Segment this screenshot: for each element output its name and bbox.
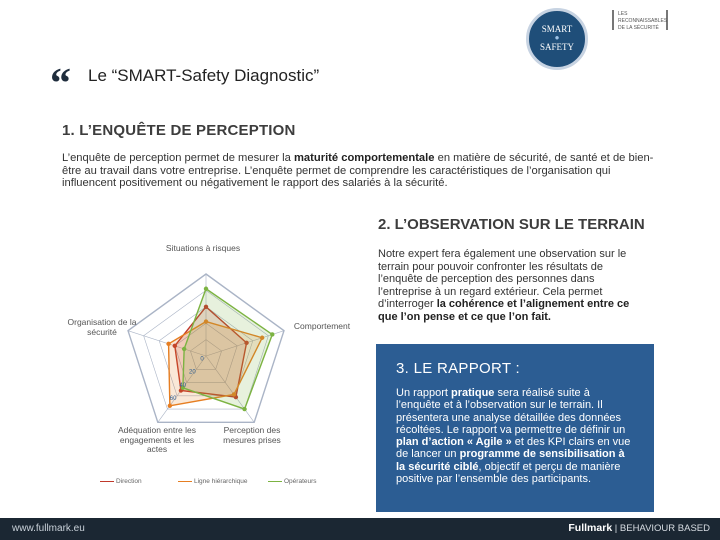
report-box xyxy=(376,344,654,512)
radar-chart xyxy=(62,236,362,496)
footer-brand xyxy=(568,522,710,534)
section2-heading: 2. L’OBSERVATION SUR LE TERRAIN xyxy=(378,216,645,233)
section1-text-part: en matière de sécurité, de santé et de bien-être au travail dans votre entreprise. L’enquête permet de comprendre les caractéristiques de l’organisation qui influencent positivement ou négativement le rapport des salariés à la sécurité. xyxy=(62,152,654,190)
footer-bar xyxy=(0,518,720,540)
footer-url[interactable]: www.fullmark.eu xyxy=(12,523,85,534)
legend-swatch xyxy=(100,481,114,483)
footer-brand-tagline: | BEHAVIOUR BASED xyxy=(612,523,710,534)
radar-scale-label: 60 xyxy=(169,396,177,403)
legend-label: Ligne hiérarchique xyxy=(194,478,248,485)
logo-text-safety: SAFETY xyxy=(539,42,574,52)
radar-point-op-rateurs xyxy=(270,332,274,336)
radar-scale-label: 40 xyxy=(179,382,187,389)
section2-text-bold: la cohérence et l’alignement entre ce que l’on pense et ce que l’on fait. xyxy=(378,298,630,323)
section2-text xyxy=(378,248,650,324)
axis-label-comportement: Comportement xyxy=(293,321,351,331)
section1-text-part: L’enquête de perception permet de mesurer la xyxy=(62,152,294,164)
logo-dot: ● xyxy=(554,33,560,42)
legend-label: Opérateurs xyxy=(284,478,317,485)
section3-text-part: , objectif et perçu de manière positive par l’ensemble des participants. xyxy=(396,460,621,486)
chart-legend xyxy=(100,478,340,490)
section3-heading: 3. LE RAPPORT : xyxy=(396,360,520,377)
legend-operateurs xyxy=(268,478,317,485)
legend-swatch xyxy=(268,481,282,483)
section1-text-bold: maturité comportementale xyxy=(293,152,435,164)
radar-series-op-rateurs xyxy=(183,289,272,409)
axis-label-situations: Situations à risques xyxy=(165,243,241,253)
legend-ligne-hierarchique xyxy=(178,478,247,485)
radar-point-ligne-hi-rarchique xyxy=(168,404,172,408)
section3-text-part: et des KPI clairs en vue de lancer un xyxy=(396,436,631,461)
radar-scale-label: 0 xyxy=(200,356,204,363)
axis-label-perception: Perception des mesures prises xyxy=(223,425,281,445)
section3-text-part: sera réalisé suite à l’enquête et à l’observation sur le terrain. Il présentera une analyse détaillée des données récoltées. Le rapport va permettre de définir un xyxy=(396,387,626,436)
quote-icon: “ xyxy=(50,61,71,107)
section3-bold: programme de sensibilisation à la sécurité ciblé xyxy=(396,448,625,473)
axis-label-adequation: Adéquation entre les engagements et les actes xyxy=(118,425,196,454)
section2-text-part: Notre expert fera également une observation sur le terrain pour pouvoir confronter les résultats de l’enquête de perception des personnes dans l’entreprise à un regard extérieur. Cela permet d’interroger xyxy=(378,248,627,311)
footer-brand-name: Fullmark xyxy=(568,522,613,534)
legend-swatch xyxy=(178,481,192,483)
radar-point-op-rateurs xyxy=(242,407,246,411)
logo-text-smart: SMART xyxy=(541,24,573,34)
legend-label: Direction xyxy=(116,478,142,485)
section3-text-part: Un rapport xyxy=(396,387,452,399)
radar-scale-label: 20 xyxy=(189,369,196,376)
section3-bold: plan d’action « Agile » xyxy=(396,436,512,449)
slide-title: Le “SMART-Safety Diagnostic” xyxy=(88,66,320,85)
radar-chart-svg xyxy=(62,236,362,496)
axis-label-organisation: Organisation de la sécurité xyxy=(67,317,137,337)
radar-point-op-rateurs xyxy=(182,347,186,351)
section3-text xyxy=(396,387,636,485)
brand-tagline: LES RECONNAISSABLES DE LA SÉCURITÉ xyxy=(612,10,668,30)
smart-safety-logo xyxy=(526,8,588,70)
section1-heading: 1. L’ENQUÊTE DE PERCEPTION xyxy=(62,122,296,139)
legend-direction xyxy=(100,478,142,485)
section1-text xyxy=(62,152,654,190)
radar-point-op-rateurs xyxy=(204,287,208,291)
section3-bold: pratique xyxy=(451,387,495,399)
radar-point-ligne-hi-rarchique xyxy=(166,342,170,346)
